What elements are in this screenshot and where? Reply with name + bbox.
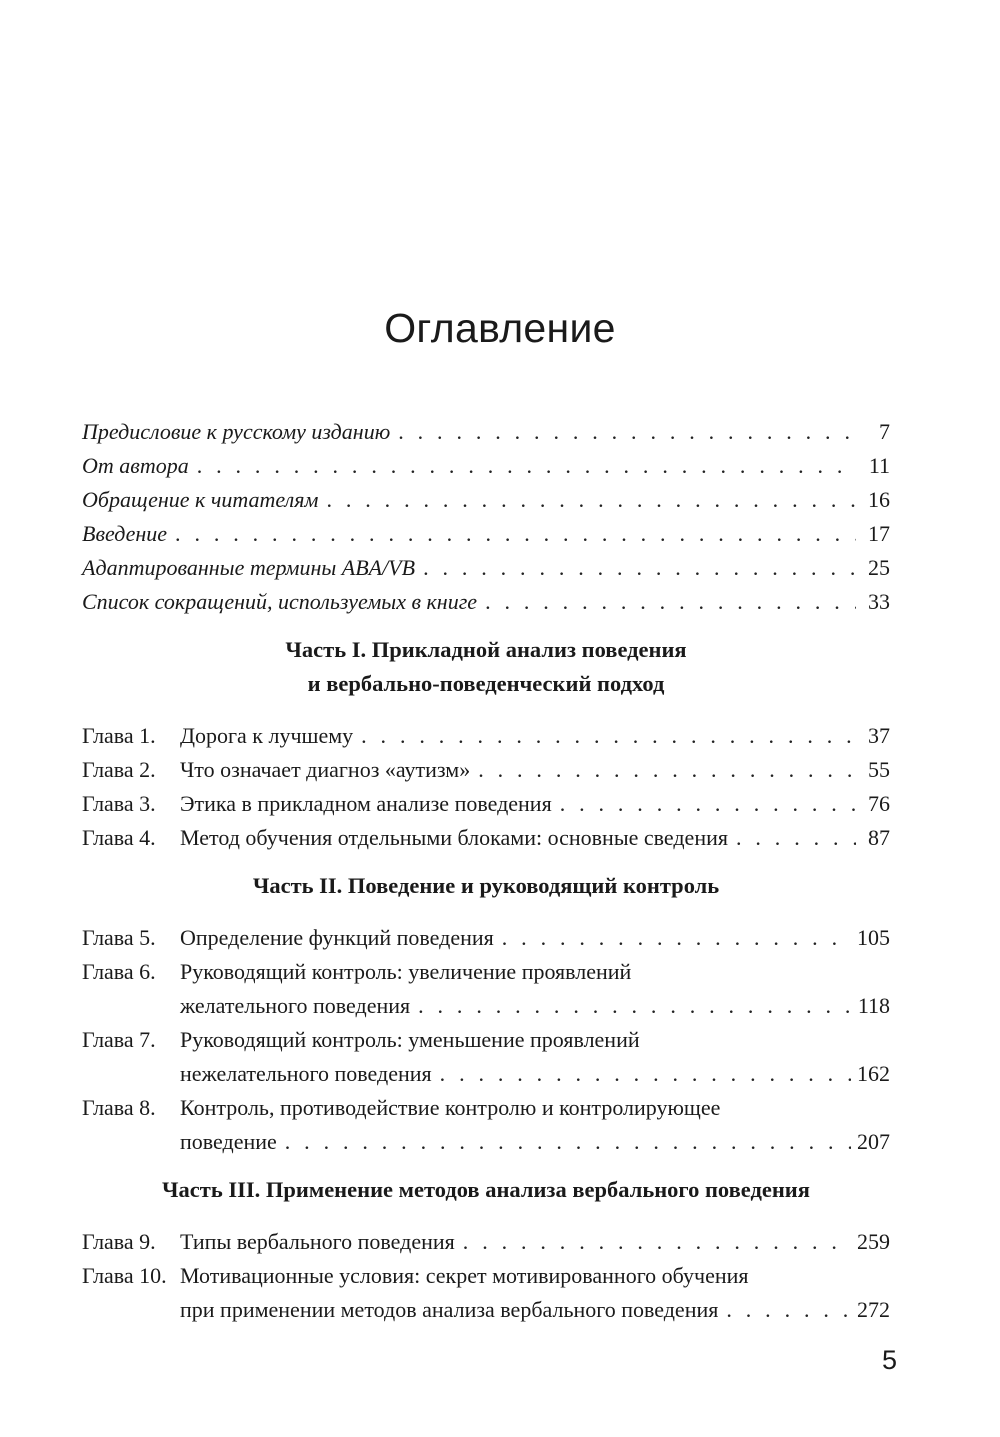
chapter-title: Контроль, противодействие контролю и контролирующее <box>180 1095 721 1120</box>
dot-leader <box>175 517 856 551</box>
toc-entry-title: Адаптированные термины ABA/VB <box>82 555 416 580</box>
part-heading-line: и вербально-поведенческий подход <box>307 671 665 696</box>
toc-chapter-3[interactable] <box>82 787 890 821</box>
toc-chapter-6[interactable] <box>82 955 890 989</box>
toc-entry-title: Список сокращений, используемых в книге <box>82 589 478 614</box>
toc-page-number: 7 <box>879 419 890 444</box>
chapter-label: Глава 4. <box>82 825 156 850</box>
chapter-label: Глава 10. <box>82 1263 167 1288</box>
toc-chapter-4[interactable] <box>82 821 890 855</box>
chapter-label: Глава 2. <box>82 757 156 782</box>
toc-entry-title: От автора <box>82 453 189 478</box>
toc-entry-title: Введение <box>82 521 168 546</box>
toc-entry-foreword-russian[interactable] <box>82 415 890 449</box>
toc-page-number: 55 <box>868 757 890 782</box>
chapter-title-continued: при применении методов анализа вербального поведения <box>180 1297 719 1322</box>
toc-page-number: 25 <box>868 555 890 580</box>
dot-leader <box>478 753 856 787</box>
toc-page-number: 17 <box>868 521 890 546</box>
toc-chapter-5[interactable] <box>82 921 890 955</box>
toc-entry-address-to-readers[interactable] <box>82 483 890 517</box>
toc-page-number: 162 <box>857 1061 890 1086</box>
dot-leader <box>736 821 856 855</box>
toc-entry-title: Обращение к читателям <box>82 487 319 512</box>
dot-leader <box>423 551 856 585</box>
dot-leader <box>285 1125 851 1159</box>
toc-page-number: 118 <box>857 993 890 1018</box>
toc-chapter-10[interactable] <box>82 1259 890 1293</box>
chapter-label: Глава 6. <box>82 959 156 984</box>
dot-leader <box>418 989 852 1023</box>
toc-page-number: 37 <box>868 723 890 748</box>
toc-chapter-1[interactable] <box>82 719 890 753</box>
toc-chapter-9[interactable] <box>82 1225 890 1259</box>
chapter-title: Дорога к лучшему <box>180 723 354 748</box>
toc-chapter-2[interactable] <box>82 753 890 787</box>
toc-page-number: 207 <box>857 1129 890 1154</box>
dot-leader <box>560 787 856 821</box>
dot-leader <box>326 483 856 517</box>
chapter-title: Метод обучения отдельными блоками: основные сведения <box>180 825 728 850</box>
chapter-label: Глава 1. <box>82 723 156 748</box>
table-of-contents <box>82 415 890 1327</box>
toc-entry-from-author[interactable] <box>82 449 890 483</box>
toc-page-number: 87 <box>868 825 890 850</box>
chapter-title: Определение функций поведения <box>180 925 494 950</box>
dot-leader <box>361 719 856 753</box>
chapter-label: Глава 3. <box>82 791 156 816</box>
toc-page-number: 11 <box>868 453 890 478</box>
toc-chapter-8-continued[interactable] <box>82 1125 890 1159</box>
toc-chapter-6-continued[interactable] <box>82 989 890 1023</box>
chapter-label: Глава 7. <box>82 1027 156 1052</box>
dot-leader <box>197 449 856 483</box>
part-heading-1[interactable] <box>82 633 890 701</box>
chapter-title: Руководящий контроль: увеличение проявлений <box>180 959 632 984</box>
toc-page-number: 259 <box>857 1229 890 1254</box>
chapter-label: Глава 8. <box>82 1095 156 1120</box>
chapter-title: Мотивационные условия: секрет мотивированного обучения <box>180 1263 749 1288</box>
part-heading-line: Часть II. Поведение и руководящий контроль <box>252 873 720 898</box>
toc-chapter-7-continued[interactable] <box>82 1057 890 1091</box>
toc-entry-title: Предисловие к русскому изданию <box>82 419 391 444</box>
part-heading-3[interactable] <box>82 1173 890 1207</box>
toc-page-number: 76 <box>868 791 890 816</box>
chapter-title: Что означает диагноз «аутизм» <box>180 757 471 782</box>
chapter-title-continued: нежелательного поведения <box>180 1061 432 1086</box>
toc-page-number: 272 <box>857 1297 890 1322</box>
chapter-title-continued: желательного поведения <box>180 993 411 1018</box>
part-heading-line: Часть I. Прикладной анализ поведения <box>285 637 687 662</box>
dot-leader <box>502 921 851 955</box>
toc-entry-introduction[interactable] <box>82 517 890 551</box>
toc-chapter-8[interactable] <box>82 1091 890 1125</box>
toc-chapter-10-continued[interactable] <box>82 1293 890 1327</box>
chapter-title: Типы вербального поведения <box>180 1229 455 1254</box>
part-heading-line: Часть III. Применение методов анализа вербального поведения <box>162 1177 810 1202</box>
page-title: Оглавление <box>384 305 616 351</box>
dot-leader <box>726 1293 851 1327</box>
dot-leader <box>440 1057 851 1091</box>
chapter-label: Глава 9. <box>82 1229 156 1254</box>
toc-page-number: 16 <box>868 487 890 512</box>
chapter-title: Руководящий контроль: уменьшение проявлений <box>180 1027 640 1052</box>
chapter-title: Этика в прикладном анализе поведения <box>180 791 552 816</box>
toc-page-number: 33 <box>868 589 890 614</box>
chapter-label: Глава 5. <box>82 925 156 950</box>
dot-leader <box>398 415 856 449</box>
part-heading-2[interactable] <box>82 869 890 903</box>
footer-page-number: 5 <box>881 1345 897 1375</box>
chapter-title-continued: поведение <box>180 1129 277 1154</box>
toc-entry-abbreviations[interactable] <box>82 585 890 619</box>
dot-leader <box>463 1225 851 1259</box>
toc-chapter-7[interactable] <box>82 1023 890 1057</box>
toc-entry-adapted-terms[interactable] <box>82 551 890 585</box>
dot-leader <box>485 585 856 619</box>
toc-page-number: 105 <box>857 925 890 950</box>
